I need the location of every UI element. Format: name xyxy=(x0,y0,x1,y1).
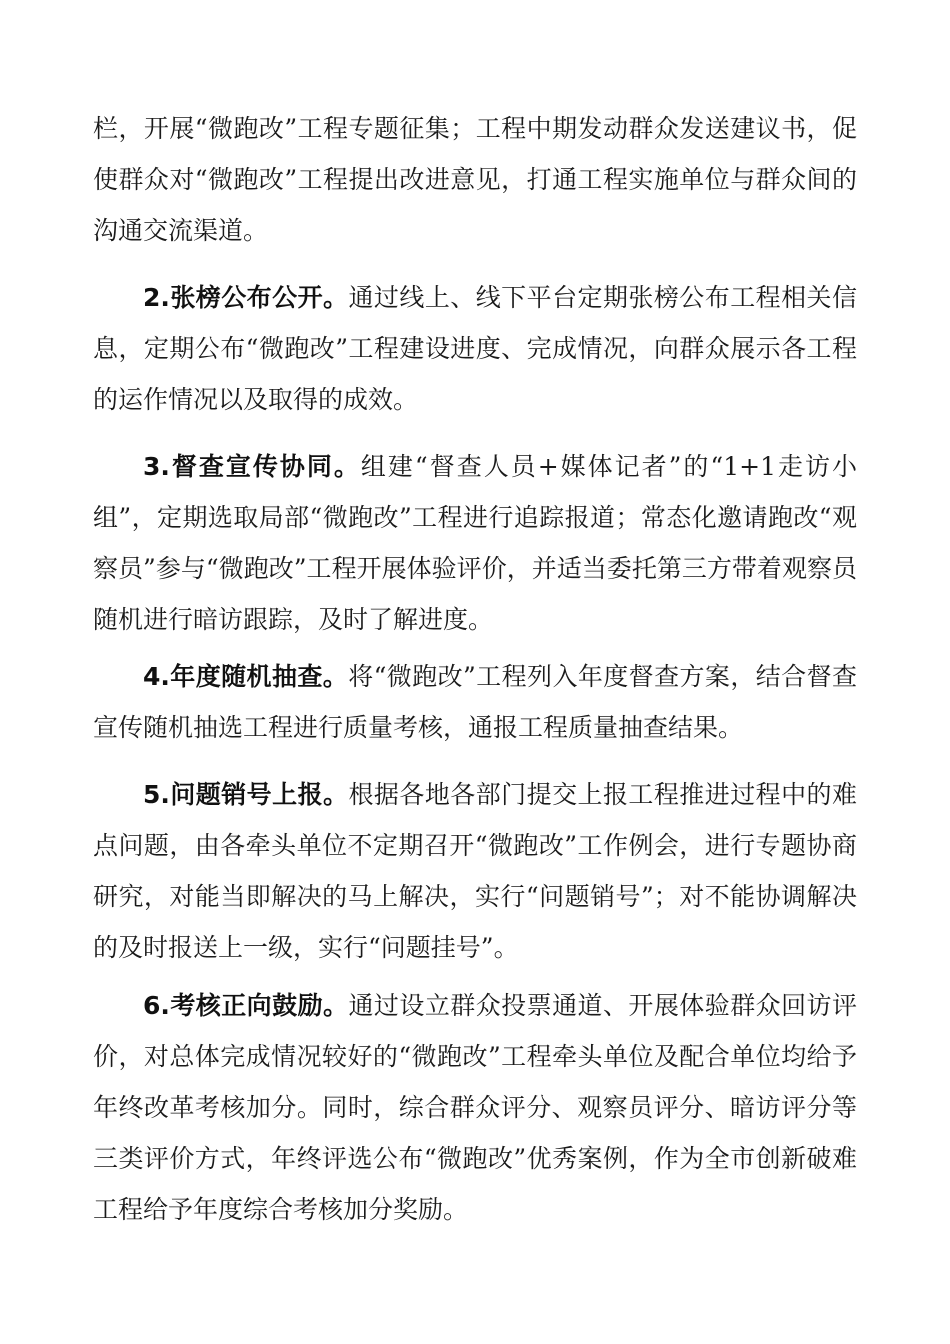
paragraph-body: 组建“督查人员+媒体记者”的“1+1走访小组”，定期选取局部“微跑改”工程进行追踪报道；常态化邀请跑改“观察员”参与“微跑改”工程开展体验评价，并适当委托第三方带着观察员随机进行暗访跟踪，及时了解进度。 xyxy=(93,452,857,634)
paragraph-body: 将“微跑改”工程列入年度督查方案，结合督查宣传随机抽选工程进行质量考核，通报工程质量抽查结果。 xyxy=(93,662,857,742)
paragraph-item-6 xyxy=(93,980,857,1235)
paragraph-item-5 xyxy=(93,769,857,973)
paragraph-item-3 xyxy=(93,441,857,645)
paragraph-body: 通过设立群众投票通道、开展体验群众回访评价，对总体完成情况较好的“微跑改”工程牵头单位及配合单位均给予年终改革考核加分。同时，综合群众评分、观察员评分、暗访评分等三类评价方式，年终评选公布“微跑改”优秀案例，作为全市创新破难工程给予年度综合考核加分奖励。 xyxy=(93,991,857,1224)
paragraph-heading: 6.考核正向鼓励。 xyxy=(143,991,349,1020)
paragraph-item-4 xyxy=(93,651,857,753)
paragraph-continued xyxy=(93,103,857,256)
paragraph-heading: 2.张榜公布公开。 xyxy=(143,283,349,312)
paragraph-body: 通过线上、线下平台定期张榜公布工程相关信息，定期公布“微跑改”工程建设进度、完成情况，向群众展示各工程的运作情况以及取得的成效。 xyxy=(93,283,857,414)
paragraph-heading: 3.督查宣传协同。 xyxy=(143,452,361,481)
paragraph-item-2 xyxy=(93,272,857,425)
paragraph-heading: 4.年度随机抽查。 xyxy=(143,662,349,691)
paragraph-body: 根据各地各部门提交上报工程推进过程中的难点问题，由各牵头单位不定期召开“微跑改”工作例会，进行专题协商研究，对能当即解决的马上解决，实行“问题销号”；对不能协调解决的及时报送上一级，实行“问题挂号”。 xyxy=(93,780,857,962)
paragraph-heading: 5.问题销号上报。 xyxy=(143,780,349,809)
paragraph-body: 栏，开展“微跑改”工程专题征集；工程中期发动群众发送建议书，促使群众对“微跑改”工程提出改进意见，打通工程实施单位与群众间的沟通交流渠道。 xyxy=(93,114,857,245)
